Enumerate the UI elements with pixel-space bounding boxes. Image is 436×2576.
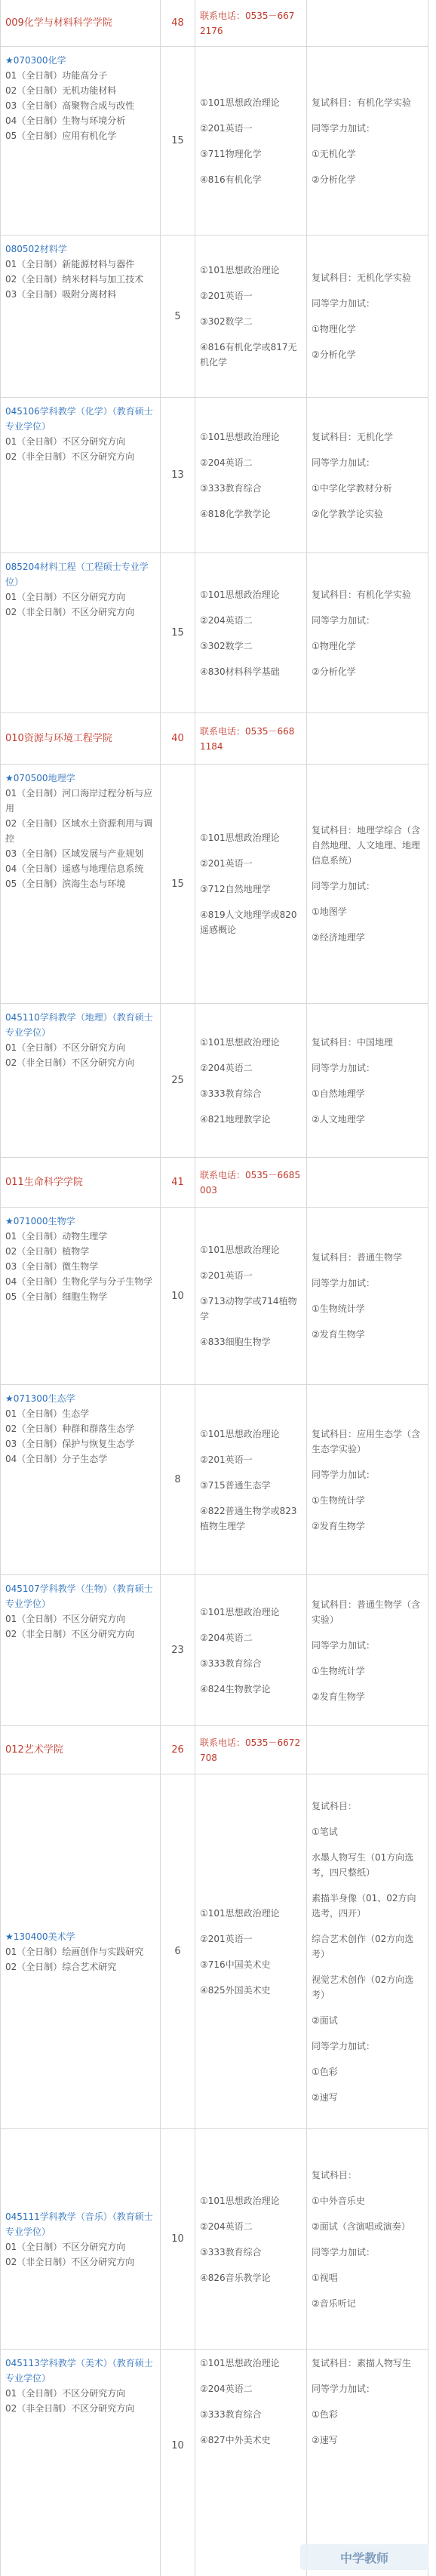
retest-subject: 同等学力加试： bbox=[312, 614, 376, 626]
exam-subject: ②204英语二 bbox=[200, 1632, 253, 1643]
major-title: 085204材料工程（工程硕士专业学位） bbox=[5, 562, 149, 587]
exam-subject: ③333教育综合 bbox=[200, 2409, 262, 2420]
research-direction: 01（全日制）不区分研究方向 bbox=[5, 2388, 126, 2399]
major-title: 045111学科教学（音乐）（教育硕士专业学位） bbox=[5, 2211, 153, 2237]
enrollment-count: 10 bbox=[171, 2440, 184, 2451]
retest-subject: ②分析化学 bbox=[312, 174, 356, 185]
retest-subject: ①色彩 bbox=[312, 2409, 338, 2420]
research-direction: 02（非全日制）不区分研究方向 bbox=[5, 1057, 135, 1068]
exam-subject: ①101思想政治理论 bbox=[200, 833, 280, 843]
retest-subject: 复试科目：无机化学 bbox=[312, 431, 394, 442]
department-row bbox=[1, 713, 428, 765]
watermark-text: 中学教师 bbox=[339, 2550, 388, 2565]
exam-subject: ②204英语二 bbox=[200, 1062, 253, 1073]
retest-subject: ①笔试 bbox=[312, 1826, 338, 1837]
retest-subject: 视觉艺术创作（02方向选考） bbox=[312, 1974, 414, 2000]
enrollment-count: 6 bbox=[174, 1946, 181, 1957]
retest-subject: ②化学教学论实验 bbox=[312, 508, 383, 519]
department-name: 010资源与环境工程学院 bbox=[5, 732, 112, 744]
exam-subject: ①101思想政治理论 bbox=[200, 1606, 280, 1617]
exam-subject: ③302数学二 bbox=[200, 316, 253, 327]
major-title: ★071300生态学 bbox=[5, 1393, 75, 1404]
major-title: 045107学科教学（生物）（教育硕士专业学位） bbox=[5, 1583, 153, 1609]
exam-subject: ④818化学教学论 bbox=[200, 508, 271, 519]
retest-subject: 水墨人物写生（01方向选考，四尺整纸） bbox=[312, 1851, 414, 1878]
major-row bbox=[1, 235, 428, 398]
exam-subject: ①101思想政治理论 bbox=[200, 431, 280, 442]
major-row bbox=[1, 47, 428, 235]
exam-subject: ③333教育综合 bbox=[200, 1088, 262, 1099]
research-direction: 02（非全日制）不区分研究方向 bbox=[5, 2256, 135, 2267]
research-direction: 03（全日制）高聚物合成与改性 bbox=[5, 100, 135, 111]
retest-subject: ②速写 bbox=[312, 2091, 338, 2103]
retest-subject: ②人文地理学 bbox=[312, 1113, 365, 1125]
major-row bbox=[1, 553, 428, 713]
exam-subject: ③715普通生态学 bbox=[200, 1479, 271, 1491]
exam-subject: ③333教育综合 bbox=[200, 1657, 262, 1669]
retest-subject: 同等学力加试： bbox=[312, 881, 376, 891]
exam-subject: ①101思想政治理论 bbox=[200, 265, 280, 275]
department-contact: 联系电话：0535－667 2176 bbox=[200, 10, 295, 36]
major-row bbox=[1, 1385, 428, 1575]
exam-subject: ④816有机化学或817无机化学 bbox=[200, 342, 297, 368]
enrollment-count: 10 bbox=[171, 2233, 184, 2245]
retest-subject: 同等学力加试： bbox=[312, 457, 376, 468]
retest-subject: ①中学化学教材分析 bbox=[312, 482, 392, 494]
research-direction: 04（全日制）生物与环境分析 bbox=[5, 115, 126, 126]
major-row bbox=[1, 1004, 428, 1158]
exam-subject: ①101思想政治理论 bbox=[200, 2358, 280, 2368]
exam-subject: ①101思想政治理论 bbox=[200, 1245, 280, 1255]
retest-subject: ②面试 bbox=[312, 2014, 338, 2026]
retest-subject: 复试科目： bbox=[312, 1800, 358, 1811]
exam-subject: ②204英语二 bbox=[200, 2221, 253, 2232]
major-title: ★130400美术学 bbox=[5, 1931, 75, 1942]
research-direction: 02（全日制）种群和群落生态学 bbox=[5, 1423, 135, 1434]
research-direction: 01（全日制）不区分研究方向 bbox=[5, 1042, 126, 1053]
major-row bbox=[1, 398, 428, 553]
exam-subject: ①101思想政治理论 bbox=[200, 2195, 280, 2206]
major-row bbox=[1, 765, 428, 1004]
department-name: 011生命科学学院 bbox=[5, 1176, 83, 1188]
retest-subject: ②发育生物学 bbox=[312, 1520, 365, 1531]
research-direction: 01（全日制）不区分研究方向 bbox=[5, 592, 126, 602]
department-contact: 联系电话：0535－6672 708 bbox=[200, 1737, 301, 1763]
research-direction: 05（全日制）滨海生态与环境 bbox=[5, 879, 126, 889]
retest-subject: ①物理化学 bbox=[312, 640, 356, 651]
retest-subject: ①生物统计学 bbox=[312, 1303, 365, 1314]
major-title: 045113学科教学（美术）（教育硕士专业学位） bbox=[5, 2358, 153, 2384]
retest-subject: 复试科目：普通生物学（含实验） bbox=[312, 1599, 421, 1625]
major-title: 080502材料学 bbox=[5, 244, 67, 254]
retest-subject: 同等学力加试： bbox=[312, 298, 376, 309]
retest-subject: 同等学力加试： bbox=[312, 122, 376, 134]
enrollment-count: 15 bbox=[171, 878, 184, 890]
enrollment-count: 15 bbox=[171, 135, 184, 146]
retest-subject: ①自然地理学 bbox=[312, 1088, 365, 1099]
research-direction: 04（全日制）生物化学与分子生物学 bbox=[5, 1276, 153, 1287]
department-name: 012艺术学院 bbox=[5, 1743, 63, 1756]
retest-subject: ①中外音乐史 bbox=[312, 2195, 365, 2206]
research-direction: 01（全日制）动物生理学 bbox=[5, 1231, 108, 1242]
retest-subject: ①物理化学 bbox=[312, 324, 356, 334]
exam-subject: ①101思想政治理论 bbox=[200, 589, 280, 600]
enrollment-count: 13 bbox=[171, 469, 184, 481]
research-direction: 01（全日制）功能高分子 bbox=[5, 70, 108, 81]
retest-subject: ①无机化学 bbox=[312, 148, 356, 159]
retest-subject: 复试科目：普通生物学 bbox=[312, 1252, 403, 1263]
research-direction: 01（全日制）不区分研究方向 bbox=[5, 436, 126, 447]
exam-subject: ②204英语二 bbox=[200, 614, 253, 626]
retest-subject: ②分析化学 bbox=[312, 666, 356, 677]
department-count: 40 bbox=[171, 733, 184, 744]
retest-subject: 复试科目：应用生态学（含生态学实验） bbox=[312, 1428, 421, 1454]
department-count: 48 bbox=[171, 17, 184, 29]
exam-subject: ②201英语一 bbox=[200, 291, 253, 301]
research-direction: 02（全日制）区域水土资源利用与调控 bbox=[5, 818, 153, 844]
retest-subject: ②发育生物学 bbox=[312, 1329, 365, 1340]
research-direction: 05（全日制）应用有机化学 bbox=[5, 131, 117, 141]
major-title: 045106学科教学（化学）（教育硕士专业学位） bbox=[5, 406, 153, 432]
exam-subject: ③713动物学或714植物学 bbox=[200, 1296, 297, 1322]
exam-subject: ④825外国美术史 bbox=[200, 1984, 271, 1996]
research-direction: 03（全日制）区域发展与产业规划 bbox=[5, 848, 144, 859]
exam-subject: ③711物理化学 bbox=[200, 148, 262, 159]
major-title: ★071000生物学 bbox=[5, 1216, 75, 1226]
research-direction: 02（全日制）综合艺术研究 bbox=[5, 1961, 117, 1972]
research-direction: 04（全日制）分子生态学 bbox=[5, 1454, 108, 1464]
exam-subject: ④824生物教学论 bbox=[200, 1683, 271, 1694]
department-contact: 联系电话：0535－668 1184 bbox=[200, 725, 295, 752]
exam-subject: ③716中国美术史 bbox=[200, 1959, 271, 1970]
exam-subject: ①101思想政治理论 bbox=[200, 1428, 280, 1439]
retest-subject: 复试科目：中国地理 bbox=[312, 1036, 394, 1048]
department-contact: 联系电话：0535－6685 003 bbox=[200, 1169, 301, 1196]
retest-subject: 同等学力加试： bbox=[312, 1062, 376, 1073]
major-row bbox=[1, 1208, 428, 1385]
retest-subject: 复试科目：无机化学实验 bbox=[312, 272, 412, 283]
exam-subject: ④830材料科学基础 bbox=[200, 666, 280, 677]
research-direction: 01（全日制）绘画创作与实践研究 bbox=[5, 1946, 144, 1957]
retest-subject: 复试科目：素描人物写生 bbox=[312, 2358, 412, 2368]
retest-subject: 综合艺术创作（02方向选考） bbox=[312, 1933, 414, 1959]
exam-subject: ②204英语二 bbox=[200, 2384, 253, 2394]
research-direction: 04（全日制）遥感与地理信息系统 bbox=[5, 863, 144, 874]
department-name: 009化学与材料科学学院 bbox=[5, 17, 112, 29]
exam-subject: ②201英语一 bbox=[200, 858, 253, 869]
exam-subject: ①101思想政治理论 bbox=[200, 97, 280, 108]
retest-subject: 素描半身像（01、02方向选考，四开） bbox=[312, 1892, 416, 1919]
exam-subject: ②201英语一 bbox=[200, 1270, 253, 1281]
enrollment-count: 15 bbox=[171, 627, 184, 639]
retest-subject: 复试科目：有机化学实验 bbox=[312, 97, 412, 108]
research-direction: 02（全日制）纳米材料与加工技术 bbox=[5, 274, 144, 285]
exam-subject: ②204英语二 bbox=[200, 457, 253, 468]
major-row bbox=[1, 1774, 428, 2129]
major-row bbox=[1, 2129, 428, 2350]
research-direction: 03（全日制）吸附分离材料 bbox=[5, 289, 117, 300]
retest-subject: ①生物统计学 bbox=[312, 1665, 365, 1676]
retest-subject: ①生物统计学 bbox=[312, 1494, 365, 1506]
retest-subject: 复试科目：有机化学实验 bbox=[312, 589, 412, 600]
exam-subject: ③712自然地理学 bbox=[200, 884, 271, 894]
exam-subject: ②201英语一 bbox=[200, 1933, 253, 1944]
retest-subject: 同等学力加试： bbox=[312, 1639, 376, 1651]
retest-subject: 复试科目： bbox=[312, 2169, 358, 2181]
exam-subject: ③302数学二 bbox=[200, 640, 253, 651]
major-title: ★070300化学 bbox=[5, 55, 66, 66]
enrollment-count: 23 bbox=[171, 1645, 184, 1656]
retest-subject: ②发育生物学 bbox=[312, 1691, 365, 1702]
exam-subject: ①101思想政治理论 bbox=[200, 1907, 280, 1919]
research-direction: 02（非全日制）不区分研究方向 bbox=[5, 2403, 135, 2414]
research-direction: 02（全日制）植物学 bbox=[5, 1246, 90, 1257]
major-row bbox=[1, 1575, 428, 1726]
research-direction: 01（全日制）不区分研究方向 bbox=[5, 1614, 126, 1624]
research-direction: 03（全日制）保护与恢复生态学 bbox=[5, 1439, 135, 1449]
exam-subject: ④826音乐教学论 bbox=[200, 2272, 271, 2283]
major-title: ★070500地理学 bbox=[5, 773, 75, 783]
exam-subject: ④819人文地理学或820遥感概论 bbox=[200, 909, 297, 935]
department-row bbox=[1, 1158, 428, 1208]
exam-subject: ④827中外美术史 bbox=[200, 2435, 271, 2445]
retest-subject: 同等学力加试： bbox=[312, 1278, 376, 1288]
department-row bbox=[1, 0, 428, 47]
exam-subject: ④816有机化学 bbox=[200, 174, 262, 185]
retest-subject: 同等学力加试： bbox=[312, 1469, 376, 1480]
major-title: 045110学科教学（地理）（教育硕士专业学位） bbox=[5, 1012, 153, 1038]
retest-subject: 同等学力加试： bbox=[312, 2246, 376, 2257]
research-direction: 02（全日制）无机功能材料 bbox=[5, 85, 117, 96]
retest-subject: ②速写 bbox=[312, 2435, 338, 2445]
research-direction: 03（全日制）微生物学 bbox=[5, 1261, 99, 1272]
department-row bbox=[1, 1726, 428, 1774]
retest-subject: ②音乐听记 bbox=[312, 2297, 356, 2309]
retest-subject: ②面试（含演唱或演奏） bbox=[312, 2221, 410, 2232]
exam-subject: ④833细胞生物学 bbox=[200, 1337, 271, 1347]
exam-subject: ④821地理教学论 bbox=[200, 1113, 271, 1125]
research-direction: 05（全日制）细胞生物学 bbox=[5, 1291, 108, 1302]
research-direction: 01（全日制）新能源材料与器件 bbox=[5, 259, 135, 269]
exam-subject: ②201英语一 bbox=[200, 122, 253, 134]
major-row bbox=[1, 2350, 428, 2576]
retest-subject: ②经济地理学 bbox=[312, 932, 365, 943]
research-direction: 01（全日制）河口海岸过程分析与应用 bbox=[5, 788, 153, 814]
exam-subject: ①101思想政治理论 bbox=[200, 1036, 280, 1048]
enrollment-count: 8 bbox=[174, 1474, 181, 1485]
department-count: 41 bbox=[171, 1177, 184, 1188]
research-direction: 02（非全日制）不区分研究方向 bbox=[5, 451, 135, 462]
research-direction: 02（非全日制）不区分研究方向 bbox=[5, 1629, 135, 1639]
enrollment-count: 5 bbox=[174, 310, 181, 322]
exam-subject: ③333教育综合 bbox=[200, 2246, 262, 2257]
retest-subject: 复试科目：地理学综合（含自然地理、人文地理、地理信息系统） bbox=[312, 825, 421, 866]
exam-subject: ④822普通生物学或823植物生理学 bbox=[200, 1505, 297, 1531]
retest-subject: ①视唱 bbox=[312, 2272, 338, 2283]
department-count: 26 bbox=[171, 1744, 184, 1756]
research-direction: 01（全日制）生态学 bbox=[5, 1408, 90, 1419]
retest-subject: 同等学力加试： bbox=[312, 2040, 376, 2051]
exam-subject: ②201英语一 bbox=[200, 1454, 253, 1465]
exam-subject: ③333教育综合 bbox=[200, 482, 262, 494]
retest-subject: 同等学力加试： bbox=[312, 2384, 376, 2394]
enrollment-count: 10 bbox=[171, 1290, 184, 1302]
retest-subject: ①色彩 bbox=[312, 2066, 338, 2077]
retest-subject: ①地图学 bbox=[312, 906, 347, 917]
site-watermark bbox=[300, 2544, 428, 2570]
retest-subject: ②分析化学 bbox=[312, 349, 356, 360]
research-direction: 02（非全日制）不区分研究方向 bbox=[5, 607, 135, 617]
enrollment-count: 25 bbox=[171, 1075, 184, 1086]
research-direction: 01（全日制）不区分研究方向 bbox=[5, 2241, 126, 2252]
